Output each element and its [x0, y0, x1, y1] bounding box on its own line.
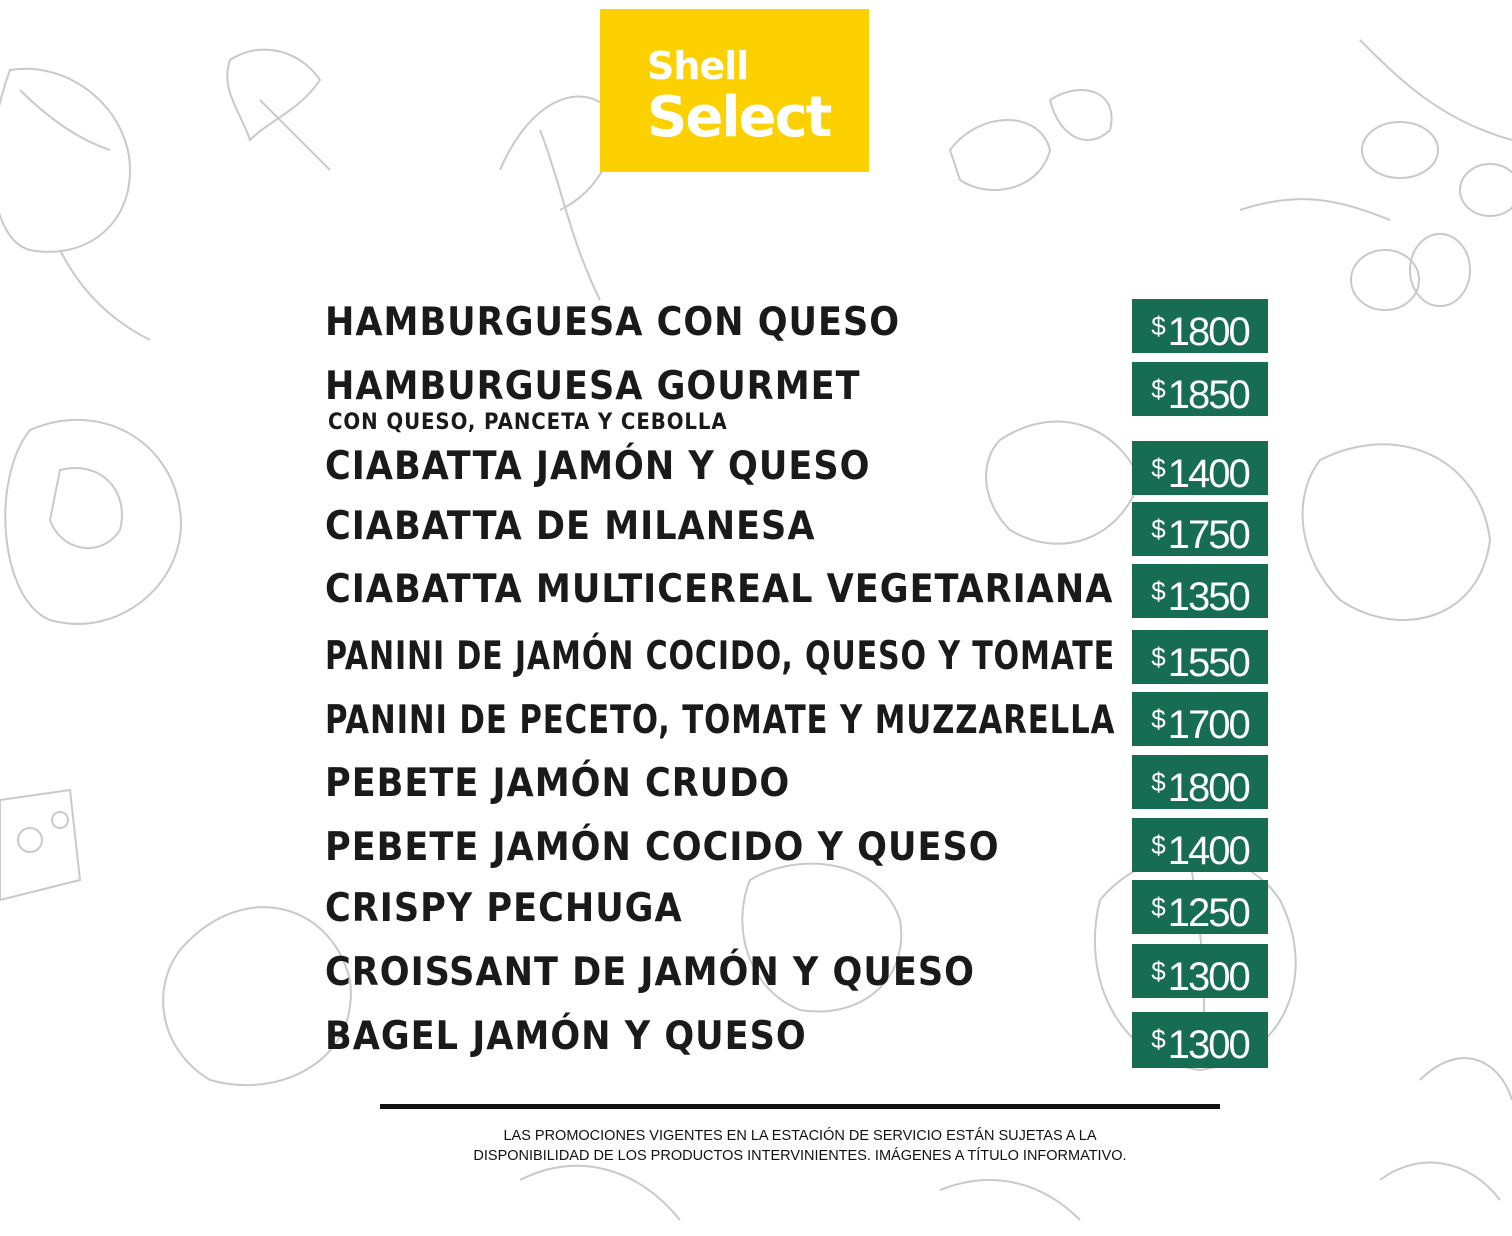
menu-item-name: PANINI DE JAMÓN COCIDO, QUESO Y TOMATE	[325, 634, 1116, 679]
menu-item-price	[1132, 944, 1268, 998]
menu-item-name: CIABATTA DE MILANESA	[325, 504, 816, 549]
menu-item-name: CRISPY PECHUGA	[325, 886, 683, 931]
currency-symbol: $	[1151, 576, 1166, 606]
menu-item-name: CROISSANT DE JAMÓN Y QUESO	[325, 950, 975, 995]
currency-symbol: $	[1151, 704, 1166, 734]
currency-symbol: $	[1151, 374, 1166, 404]
disclaimer-line-2: DISPONIBILIDAD DE LOS PRODUCTOS INTERVINIENTES. IMÁGENES A TÍTULO INFORMATIVO.	[473, 1148, 1127, 1164]
menu-item-name: HAMBURGUESA CON QUESO	[325, 300, 901, 345]
menu-item-price	[1132, 818, 1268, 872]
price-value: 1250	[1167, 891, 1249, 935]
price-value: 1750	[1167, 513, 1249, 557]
price-value: 1850	[1167, 373, 1249, 417]
price-value: 1300	[1167, 1023, 1249, 1067]
price-value: 1550	[1167, 641, 1249, 685]
disclaimer-line-1: LAS PROMOCIONES VIGENTES EN LA ESTACIÓN DE SERVICIO ESTÁN SUJETAS A LA	[503, 1128, 1097, 1144]
menu-item-price	[1132, 441, 1268, 495]
currency-symbol: $	[1151, 830, 1166, 860]
footer-divider	[380, 1104, 1220, 1109]
price-value: 1800	[1167, 310, 1249, 354]
menu-item-name: PEBETE JAMÓN COCIDO Y QUESO	[325, 825, 1000, 870]
menu-item-price	[1132, 630, 1268, 684]
price-value: 1400	[1167, 829, 1249, 873]
price-value: 1300	[1167, 955, 1249, 999]
currency-symbol: $	[1151, 892, 1166, 922]
menu-item-description: CON QUESO, PANCETA Y CEBOLLA	[328, 410, 728, 435]
menu-item-price	[1132, 692, 1268, 746]
price-value: 1700	[1167, 703, 1249, 747]
logo-text-shell: Shell	[647, 44, 749, 88]
menu-item-price	[1132, 502, 1268, 556]
menu-item-name: CIABATTA JAMÓN Y QUESO	[325, 444, 871, 489]
currency-symbol: $	[1151, 642, 1166, 672]
currency-symbol: $	[1151, 514, 1166, 544]
shell-select-logo	[600, 9, 869, 172]
menu-item-price	[1132, 362, 1268, 416]
menu-item-name: PEBETE JAMÓN CRUDO	[325, 761, 791, 806]
menu-item-name: HAMBURGUESA GOURMET	[325, 364, 861, 409]
currency-symbol: $	[1151, 767, 1166, 797]
menu-item-price	[1132, 299, 1268, 353]
menu-item-price	[1132, 564, 1268, 618]
menu-item-price	[1132, 880, 1268, 934]
currency-symbol: $	[1151, 956, 1166, 986]
currency-symbol: $	[1151, 1024, 1166, 1054]
menu-item-name: CIABATTA MULTICEREAL VEGETARIANA	[325, 567, 1114, 612]
logo-text-select: Select	[647, 85, 831, 150]
menu-item-price	[1132, 1012, 1268, 1068]
price-value: 1350	[1167, 575, 1249, 619]
menu-item-name: PANINI DE PECETO, TOMATE Y MUZZARELLA	[325, 698, 1116, 743]
menu-item-price	[1132, 755, 1268, 809]
footer-disclaimer	[380, 1126, 1220, 1166]
currency-symbol: $	[1151, 453, 1166, 483]
price-value: 1800	[1167, 766, 1249, 810]
menu-item-name: BAGEL JAMÓN Y QUESO	[325, 1014, 807, 1059]
currency-symbol: $	[1151, 311, 1166, 341]
price-value: 1400	[1167, 452, 1249, 496]
